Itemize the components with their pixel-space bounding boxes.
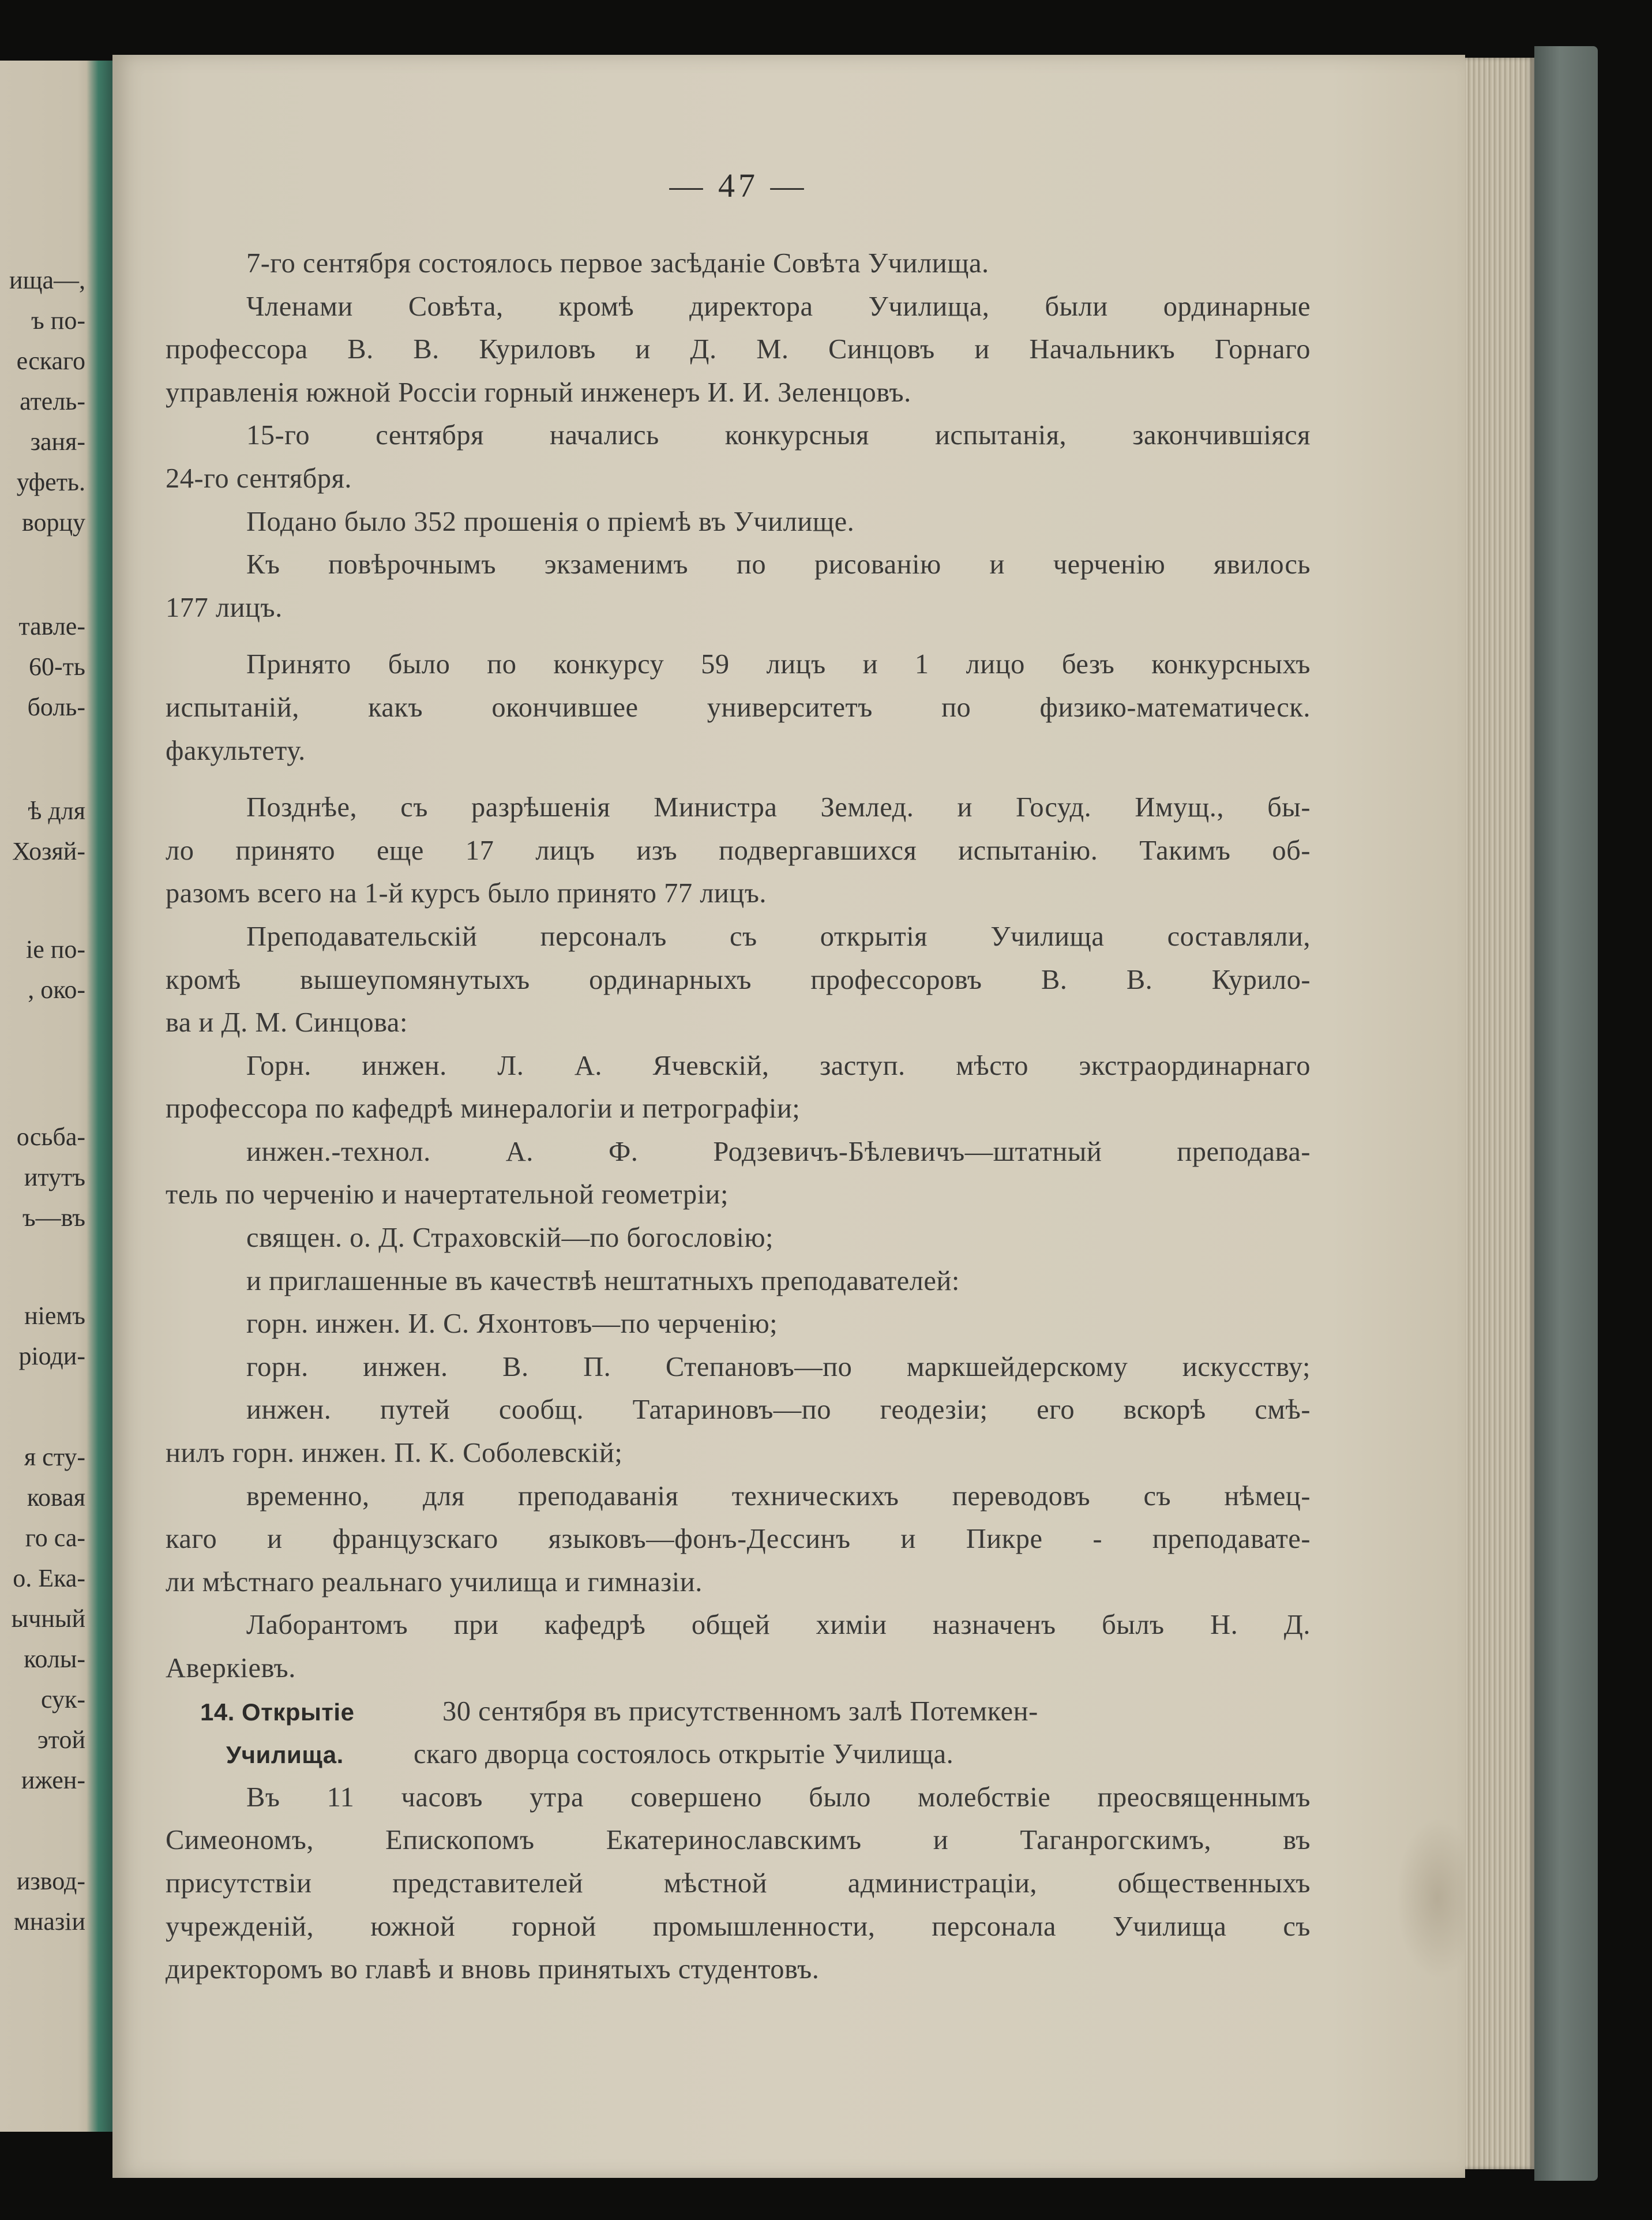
sidenote-subtitle: Училища.	[226, 1741, 344, 1769]
page-text	[166, 242, 1311, 1992]
previous-page-fragment: ніемъ	[24, 1302, 85, 1330]
text-line: учрежденій, южной горной промышленности, персонала Училища съ	[166, 1911, 1311, 1942]
previous-page-fragment: ріоди-	[18, 1342, 85, 1370]
previous-page-fragment: ычный	[11, 1604, 85, 1633]
previous-page-fragment: ковая	[27, 1483, 85, 1512]
text-line: управленія южной Россіи горный инженеръ И. И. Зеленцовъ.	[166, 377, 911, 408]
previous-page-fragment: этой	[37, 1726, 85, 1754]
previous-page-fragment: ѣ для	[28, 797, 85, 825]
text-line: Къ повѣрочнымъ экзаменимъ по рисованію и черченію явилось	[246, 549, 1311, 580]
text-line: Симеономъ, Епископомъ Екатеринославскимъ и Таганрогскимъ, въ	[166, 1825, 1311, 1856]
text-line: профессора по кафедрѣ минералогіи и петрографіи;	[166, 1093, 801, 1124]
text-line: инжен. путей сообщ. Татариновъ—по геодезіи; его вскорѣ смѣ-	[246, 1394, 1311, 1426]
page-number: — 47 —	[669, 167, 808, 204]
previous-page-fragment: ъ по-	[31, 306, 85, 335]
text-line: профессора В. В. Куриловъ и Д. М. Синцовъ и Начальникъ Горнаго	[166, 334, 1311, 365]
text-line: 15-го сентября начались конкурсныя испытанія, закончившіяся	[246, 420, 1311, 451]
previous-page-fragment: я сту-	[24, 1443, 85, 1471]
text-line: Аверкіевъ.	[166, 1653, 296, 1683]
text-line: инжен.-технол. А. Ф. Родзевичъ-Бѣлевичъ—штатный преподава-	[246, 1136, 1311, 1167]
page-edges	[1465, 58, 1534, 2169]
sidenote-title: 14. Открытіе	[200, 1698, 355, 1726]
book-binding	[1534, 46, 1598, 2181]
text-line: ва и Д. М. Синцова:	[166, 1007, 408, 1038]
text-line: тель по черченію и начертательной геометріи;	[166, 1179, 729, 1210]
text-line: директоромъ во главѣ и вновь принятыхъ студентовъ.	[166, 1954, 820, 1985]
section-heading-line	[166, 1690, 1311, 1734]
previous-page-fragment: колы-	[24, 1645, 85, 1673]
text-line: каго и французскаго языковъ—фонъ-Дессинъ и Пикре - преподавате-	[166, 1524, 1311, 1555]
text-line: нилъ горн. инжен. П. К. Соболевскій;	[166, 1438, 623, 1469]
previous-page-fragment: Хозяй-	[12, 837, 85, 865]
text-line: Позднѣе, съ разрѣшенія Министра Землед. и Госуд. Имущ., бы-	[246, 792, 1311, 823]
previous-page-fragment: 60-ть	[29, 652, 85, 681]
previous-page-fragment: го са-	[25, 1524, 85, 1552]
paper-stain	[1396, 1817, 1465, 1979]
previous-page-fragment: итутъ	[24, 1163, 85, 1191]
previous-page-fragment: ища—,	[9, 266, 85, 294]
previous-page-fragment: осьба-	[16, 1123, 85, 1151]
text-line: скаго дворца состоялось открытіе Училища.	[414, 1739, 954, 1770]
text-line: Принято было по конкурсу 59 лицъ и 1 лицо безъ конкурсныхъ	[246, 649, 1311, 680]
previous-page-fragment: мназіи	[13, 1907, 85, 1936]
text-line: факультету.	[166, 735, 306, 766]
text-line: Въ 11 часовъ утра совершено было молебствіе преосвященнымъ	[246, 1782, 1311, 1813]
previous-page-fragment: сук-	[41, 1685, 85, 1713]
text-line: временно, для преподаванія техническихъ переводовъ съ нѣмец-	[246, 1480, 1311, 1512]
section-heading-line	[166, 1733, 1311, 1776]
previous-page-fragment: о. Ека-	[13, 1564, 85, 1592]
text-line: Преподавательскій персоналъ съ открытія Училища составляли,	[246, 921, 1311, 952]
text-line: присутствіи представителей мѣстной администраціи, общественныхъ	[166, 1867, 1311, 1899]
previous-page-fragment: уфеть.	[16, 468, 85, 496]
previous-page-fragment: заня-	[30, 427, 85, 456]
text-line: и приглашенные въ качествѣ нештатныхъ преподавателей:	[246, 1265, 960, 1296]
text-line: 24-го сентября.	[166, 463, 352, 494]
previous-page-fragment: ижен-	[21, 1766, 85, 1794]
text-line: горн. инжен. В. П. Степановъ—по маркшейдерскому искусству;	[246, 1351, 1311, 1382]
text-line: испытаній, какъ окончившее университетъ по физико-математическ.	[166, 692, 1311, 723]
previous-page-fragment: атель-	[20, 387, 85, 415]
text-line: Горн. инжен. Л. А. Ячевскій, заступ. мѣсто экстраординарнаго	[246, 1050, 1311, 1081]
previous-page-fragment: боль-	[27, 693, 85, 721]
text-line: горн. инжен. И. С. Яхонтовъ—по черченію;	[246, 1308, 778, 1340]
text-line: ло принято еще 17 лицъ изъ подвергавшихся испытанію. Такимъ об-	[166, 835, 1311, 866]
text-line: 30 сентября въ присутственномъ залѣ Потемкен-	[442, 1696, 1038, 1727]
previous-page-fragment: извод-	[16, 1867, 85, 1895]
previous-page-fragment: ъ—въ	[22, 1203, 85, 1232]
previous-page-fragment: ворцу	[21, 508, 85, 537]
text-line: 7-го сентября состоялось первое засѣданіе Совѣта Училища.	[246, 248, 989, 279]
text-line: ли мѣстнаго реальнаго училища и гимназіи.	[166, 1566, 703, 1597]
text-line: Лаборантомъ при кафедрѣ общей химіи назначенъ былъ Н. Д.	[246, 1610, 1311, 1641]
text-line: Членами Совѣта, кромѣ директора Училища, были ординарные	[246, 291, 1311, 322]
text-line: разомъ всего на 1-й курсъ было принято 77 лицъ.	[166, 878, 767, 909]
previous-page-fragment: ескаго	[16, 347, 85, 375]
text-line: 177 лицъ.	[166, 592, 283, 623]
previous-page-fragment: іе по-	[26, 935, 85, 963]
text-line: кромѣ вышеупомянутыхъ ординарныхъ профессоровъ В. В. Курило-	[166, 964, 1311, 995]
previous-page-fragment: тавле-	[18, 612, 85, 640]
text-line: священ. о. Д. Страховскій—по богословію;	[246, 1222, 774, 1254]
text-line: Подано было 352 прошенія о пріемѣ въ Училище.	[246, 506, 855, 537]
previous-page-fragment: , око-	[28, 976, 85, 1004]
